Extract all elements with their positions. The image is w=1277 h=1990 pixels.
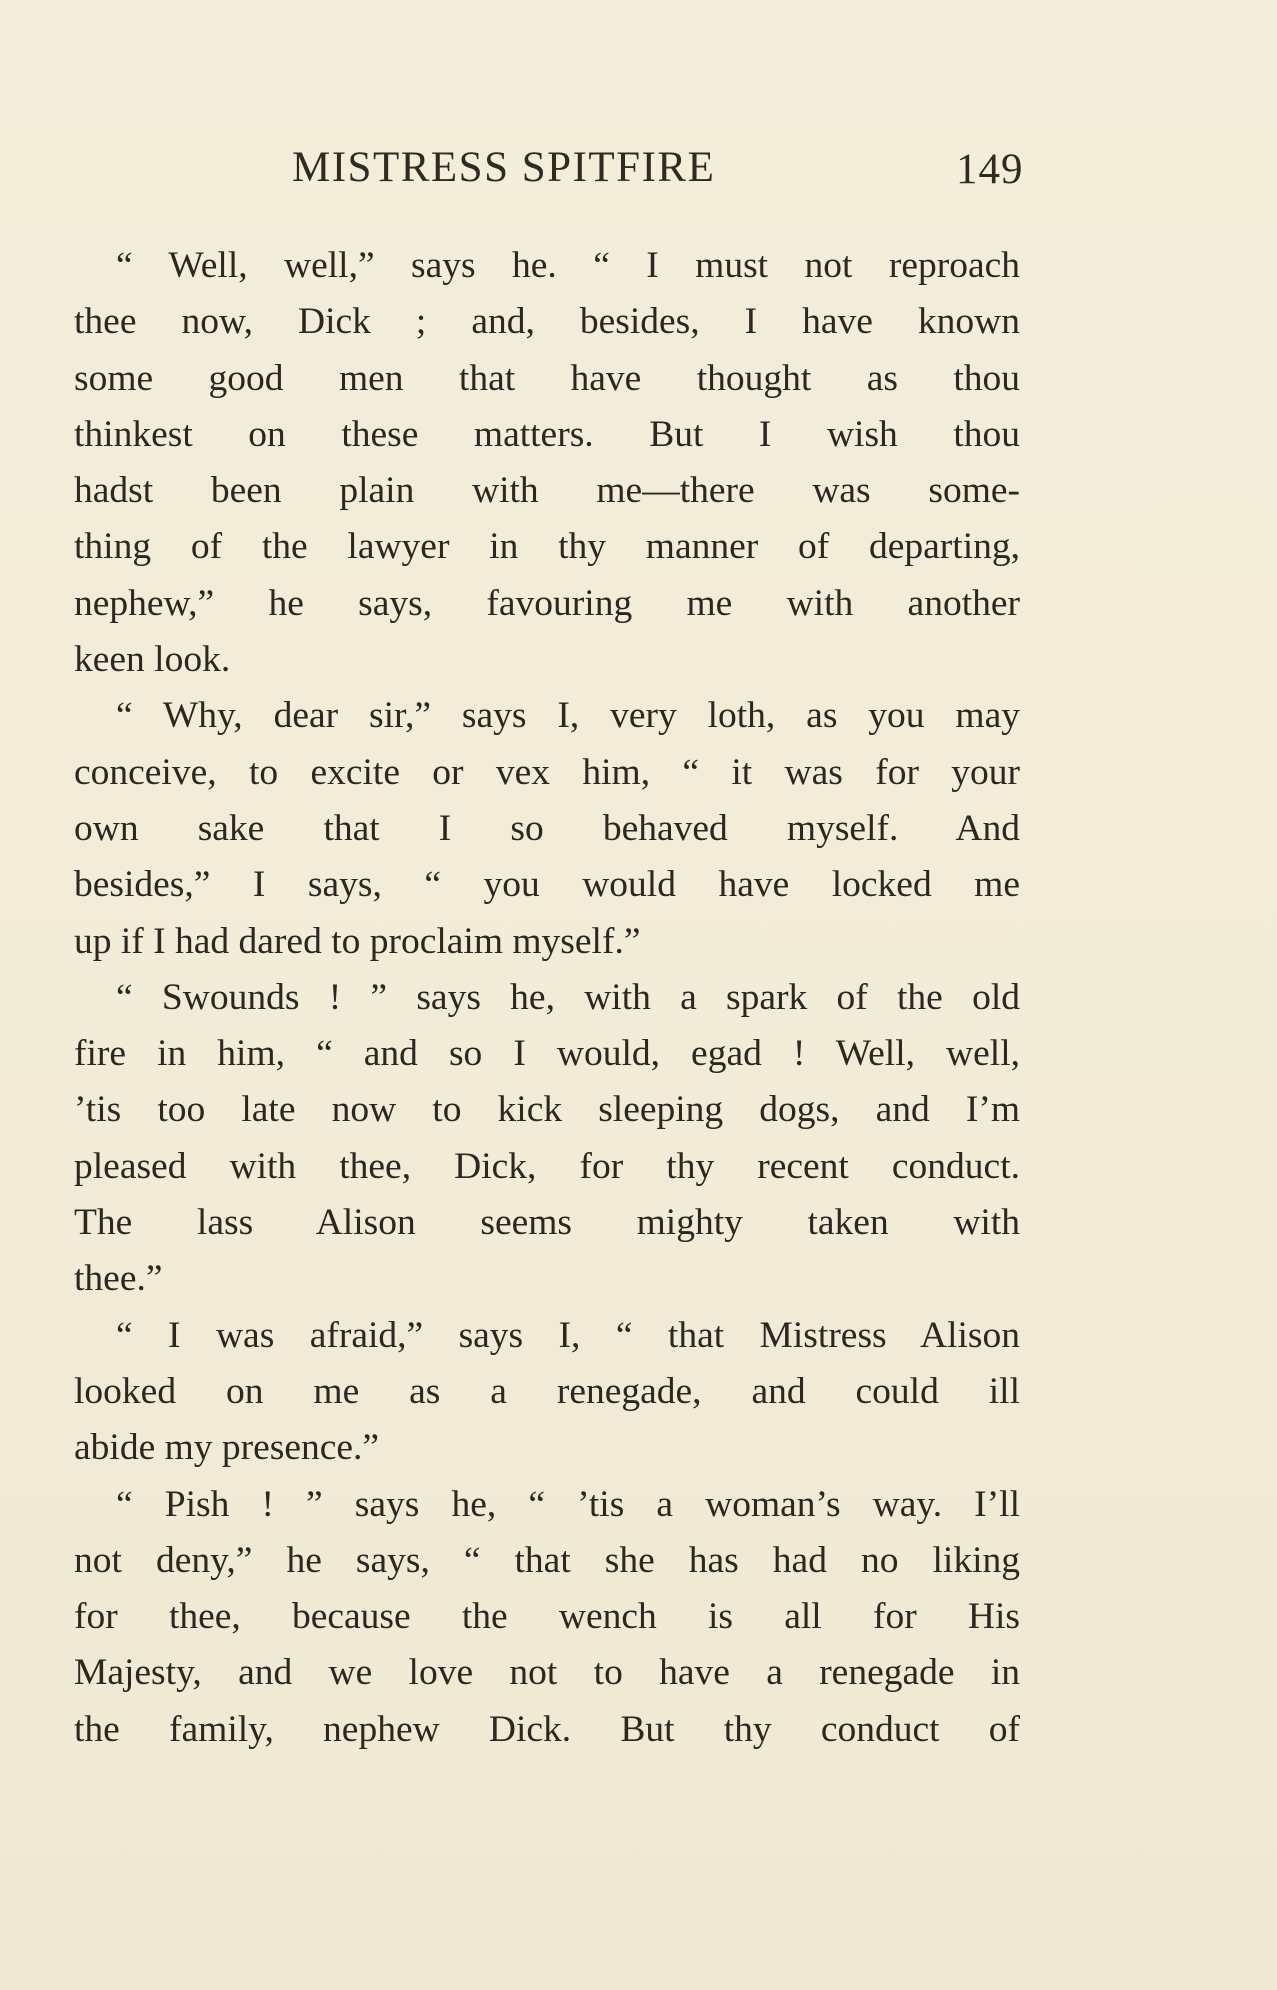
text-line: the family, nephew Dick. But thy conduct of [74, 1708, 1020, 1750]
running-title: MISTRESS SPITFIRE [292, 144, 716, 191]
text-line: abide my presence.” [74, 1427, 380, 1469]
text-line: hadst been plain with me—there was some- [74, 470, 1020, 512]
text-line: fire in him, “ and so I would, egad ! Well, well, [74, 1033, 1020, 1075]
text-line: “ Swounds ! ” says he, with a spark of the old [116, 976, 1020, 1018]
running-head [0, 138, 1277, 198]
text-line: some good men that have thought as thou [74, 357, 1020, 399]
text-line: thinkest on these matters. But I wish thou [74, 413, 1020, 455]
text-line: The lass Alison seems mighty taken with [74, 1202, 1020, 1244]
text-line: own sake that I so behaved myself. And [74, 807, 1020, 849]
text-line: besides,” I says, “ you would have locked me [74, 864, 1020, 906]
text-line: up if I had dared to proclaim myself.” [74, 920, 641, 962]
text-line: Majesty, and we love not to have a renegade in [74, 1652, 1020, 1694]
text-line: “ Pish ! ” says he, “ ’tis a woman’s way. I’ll [116, 1483, 1020, 1525]
text-line: thee.” [74, 1258, 163, 1300]
text-line: “ Why, dear sir,” says I, very loth, as you may [116, 695, 1020, 737]
text-line: keen look. [74, 639, 231, 681]
body-text [74, 238, 1020, 1758]
text-line: “ I was afraid,” says I, “ that Mistress Alison [116, 1314, 1020, 1356]
text-line: thing of the lawyer in thy manner of departing, [74, 526, 1020, 568]
text-line: conceive, to excite or vex him, “ it was for your [74, 751, 1020, 793]
text-line: for thee, because the wench is all for His [74, 1596, 1020, 1638]
text-line: “ Well, well,” says he. “ I must not reproach [116, 245, 1020, 286]
text-line: not deny,” he says, “ that she has had no liking [74, 1539, 1020, 1581]
page-number: 149 [956, 146, 1024, 193]
text-line: thee now, Dick ; and, besides, I have known [74, 301, 1020, 343]
text-line: nephew,” he says, favouring me with another [74, 582, 1020, 624]
text-line: pleased with thee, Dick, for thy recent conduct. [74, 1145, 1020, 1187]
text-line: looked on me as a renegade, and could ill [74, 1370, 1020, 1412]
text-line: ’tis too late now to kick sleeping dogs, and I’m [74, 1089, 1020, 1131]
